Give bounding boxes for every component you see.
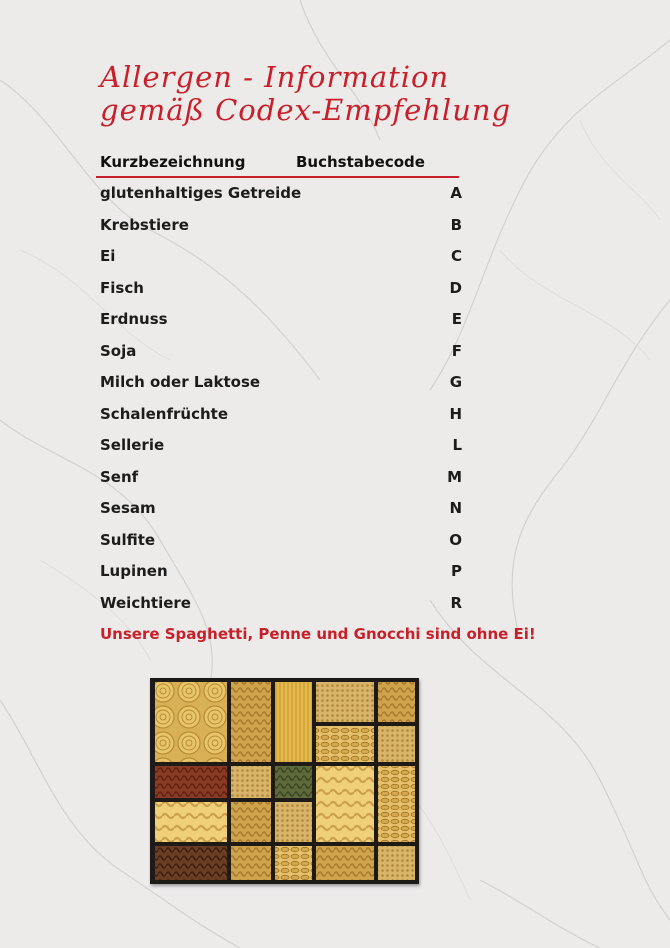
allergen-code: A (450, 184, 462, 202)
allergen-name: Erdnuss (100, 310, 168, 328)
page-title-line-2: gemäß Codex-Empfehlung (100, 93, 512, 127)
allergen-code: B (450, 215, 462, 234)
allergen-row (100, 310, 465, 342)
pasta-assortment-photo (150, 678, 419, 884)
allergen-list (100, 184, 465, 625)
allergen-row (100, 342, 465, 374)
allergen-name: Ei (100, 247, 116, 265)
allergen-row (100, 499, 465, 531)
allergen-name: Schalenfrüchte (100, 404, 229, 423)
allergen-code: P (451, 562, 462, 580)
allergen-code: O (449, 530, 462, 549)
allergen-name: Sulfite (100, 530, 156, 549)
allergen-name: Senf (100, 467, 139, 486)
allergen-name: Fisch (100, 278, 144, 297)
allergen-code: C (450, 247, 462, 265)
allergen-name: Sellerie (100, 436, 165, 454)
pasta-box-image (150, 678, 419, 884)
allergen-code: R (450, 593, 462, 612)
allergen-name: Soja (100, 341, 137, 360)
allergen-name: Weichtiere (100, 593, 191, 612)
allergen-name: glutenhaltiges Getreide (100, 184, 302, 202)
allergen-row (100, 373, 465, 405)
allergen-name: Milch oder Laktose (100, 373, 261, 391)
column-header-name: Kurzbezeichnung (100, 153, 246, 171)
allergen-row (100, 279, 465, 311)
allergen-row (100, 531, 465, 563)
header-divider (96, 176, 459, 178)
allergen-row (100, 405, 465, 437)
allergen-code: L (452, 436, 462, 454)
allergen-row (100, 184, 465, 216)
no-egg-note: Unsere Spaghetti, Penne und Gnocchi sind ohne Ei! (100, 625, 536, 643)
allergen-row (100, 436, 465, 468)
allergen-code: H (449, 404, 462, 423)
allergen-row (100, 594, 465, 626)
column-header-code: Buchstabecode (296, 153, 425, 171)
allergen-row (100, 247, 465, 279)
allergen-row (100, 562, 465, 594)
allergen-code: D (449, 278, 462, 297)
allergen-name: Sesam (100, 499, 156, 517)
allergen-code: G (449, 373, 462, 391)
page-title-line-1: Allergen - Information (100, 60, 450, 94)
allergen-code: M (447, 467, 462, 486)
allergen-name: Krebstiere (100, 215, 189, 234)
allergen-name: Lupinen (100, 562, 168, 580)
allergen-code: E (451, 310, 462, 328)
allergen-row (100, 216, 465, 248)
allergen-code: N (449, 499, 462, 517)
allergen-code: F (451, 341, 462, 360)
allergen-row (100, 468, 465, 500)
